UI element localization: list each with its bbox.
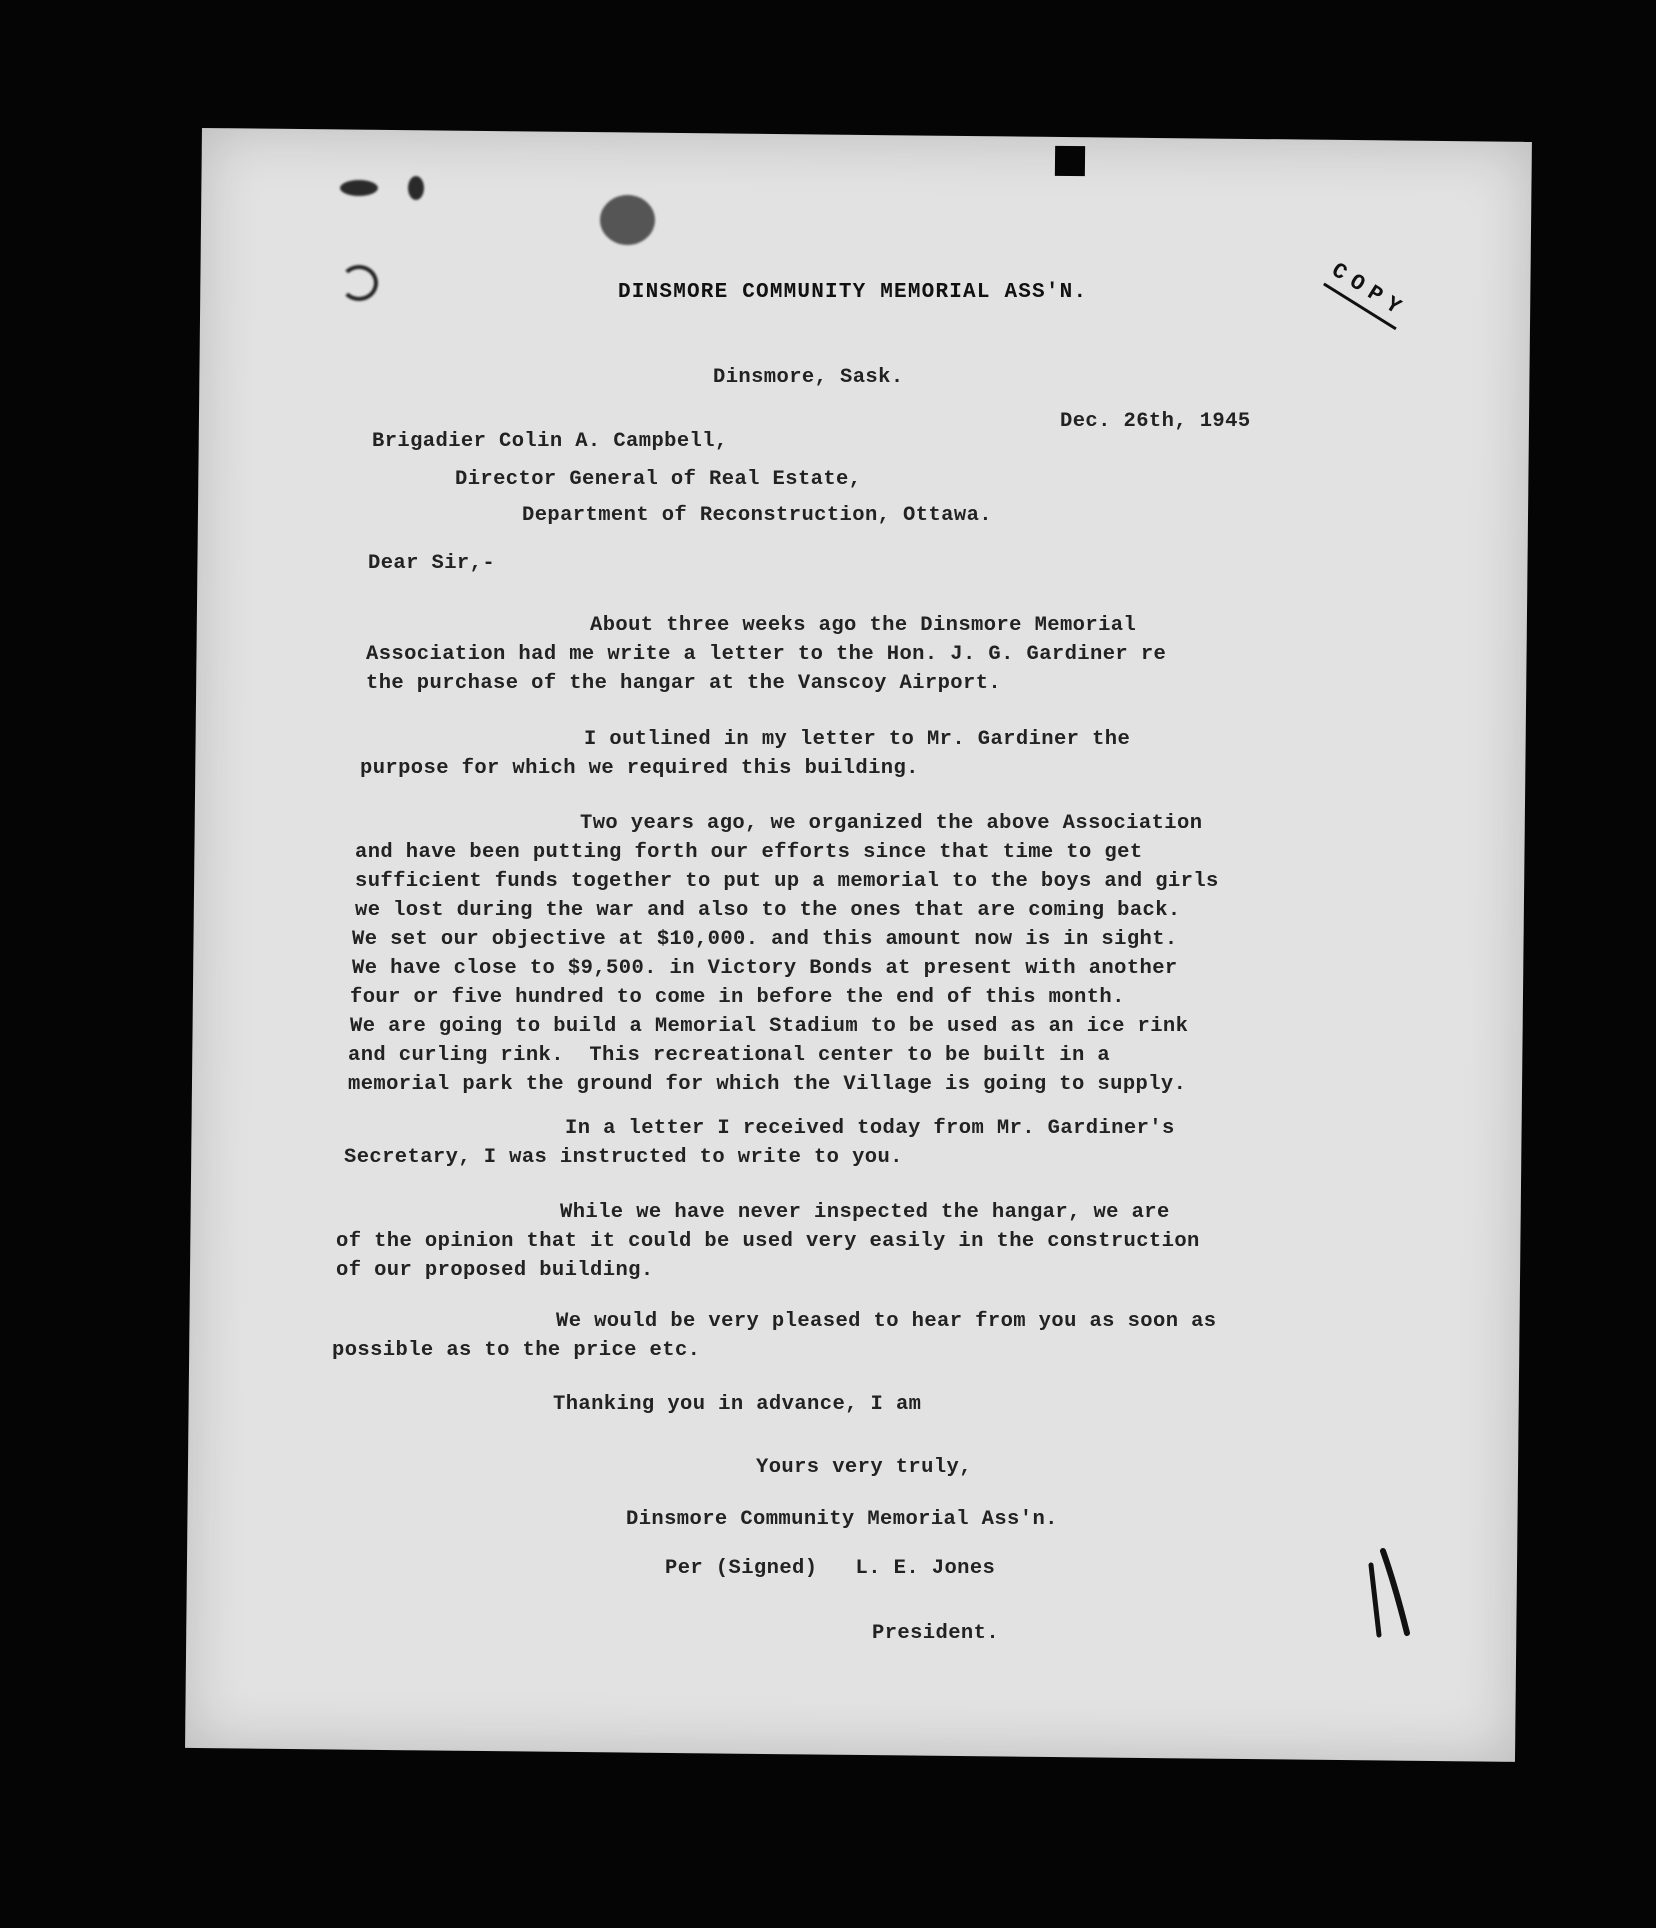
ink-smudge [408,176,424,200]
body-line: of the opinion that it could be used very easily in the construction [336,1230,1200,1253]
signatory-title: President. [872,1622,1000,1645]
ink-smudge [600,195,655,245]
body-line: Association had me write a letter to the Hon. J. G. Gardiner re [366,643,1167,666]
body-line: and curling rink. This recreational center to be built in a [348,1044,1111,1067]
copy-stamp: COPY [1323,258,1412,330]
salutation: Dear Sir,- [368,552,496,575]
signature-line: Per (Signed) L. E. Jones [665,1557,996,1580]
addressee-line: Director General of Real Estate, [455,468,862,491]
body-line: purpose for which we required this building. [360,757,919,780]
valediction: Yours very truly, [756,1456,972,1479]
body-line: We would be very pleased to hear from you as soon as [556,1310,1217,1333]
letterhead: DINSMORE COMMUNITY MEMORIAL ASS'N. [618,281,1088,304]
paper-notch [1055,146,1085,176]
body-line: We are going to build a Memorial Stadium to be used as an ice rink [350,1015,1189,1038]
body-line: About three weeks ago the Dinsmore Memorial [590,614,1137,637]
organization: Dinsmore Community Memorial Ass'n. [626,1508,1058,1531]
body-line: of our proposed building. [336,1259,654,1282]
body-line: We set our objective at $10,000. and this amount now is in sight. [352,928,1178,951]
ink-smudge [340,265,378,301]
date: Dec. 26th, 1945 [1060,410,1251,433]
body-line: While we have never inspected the hangar, we are [560,1201,1170,1224]
body-line: the purchase of the hangar at the Vanscoy Airport. [366,672,1002,695]
addressee-line: Department of Reconstruction, Ottawa. [522,504,992,527]
body-line: possible as to the price etc. [332,1339,701,1362]
body-line: sufficient funds together to put up a memorial to the boys and girls [355,870,1219,893]
closing-line: Thanking you in advance, I am [553,1393,922,1416]
body-line: four or five hundred to come in before the end of this month. [350,986,1125,1009]
addressee-line: Brigadier Colin A. Campbell, [372,430,728,453]
body-line: and have been putting forth our efforts since that time to get [355,841,1143,864]
body-line: we lost during the war and also to the ones that are coming back. [355,899,1181,922]
body-line: I outlined in my letter to Mr. Gardiner the [584,728,1131,751]
body-line: Secretary, I was instructed to write to you. [344,1146,903,1169]
handwritten-mark-icon [1365,1545,1411,1645]
place: Dinsmore, Sask. [713,366,904,389]
body-line: Two years ago, we organized the above Association [580,812,1203,835]
body-line: In a letter I received today from Mr. Gardiner's [565,1117,1175,1140]
ink-smudge [340,180,378,196]
body-line: We have close to $9,500. in Victory Bonds at present with another [352,957,1178,980]
body-line: memorial park the ground for which the Village is going to supply. [348,1073,1187,1096]
